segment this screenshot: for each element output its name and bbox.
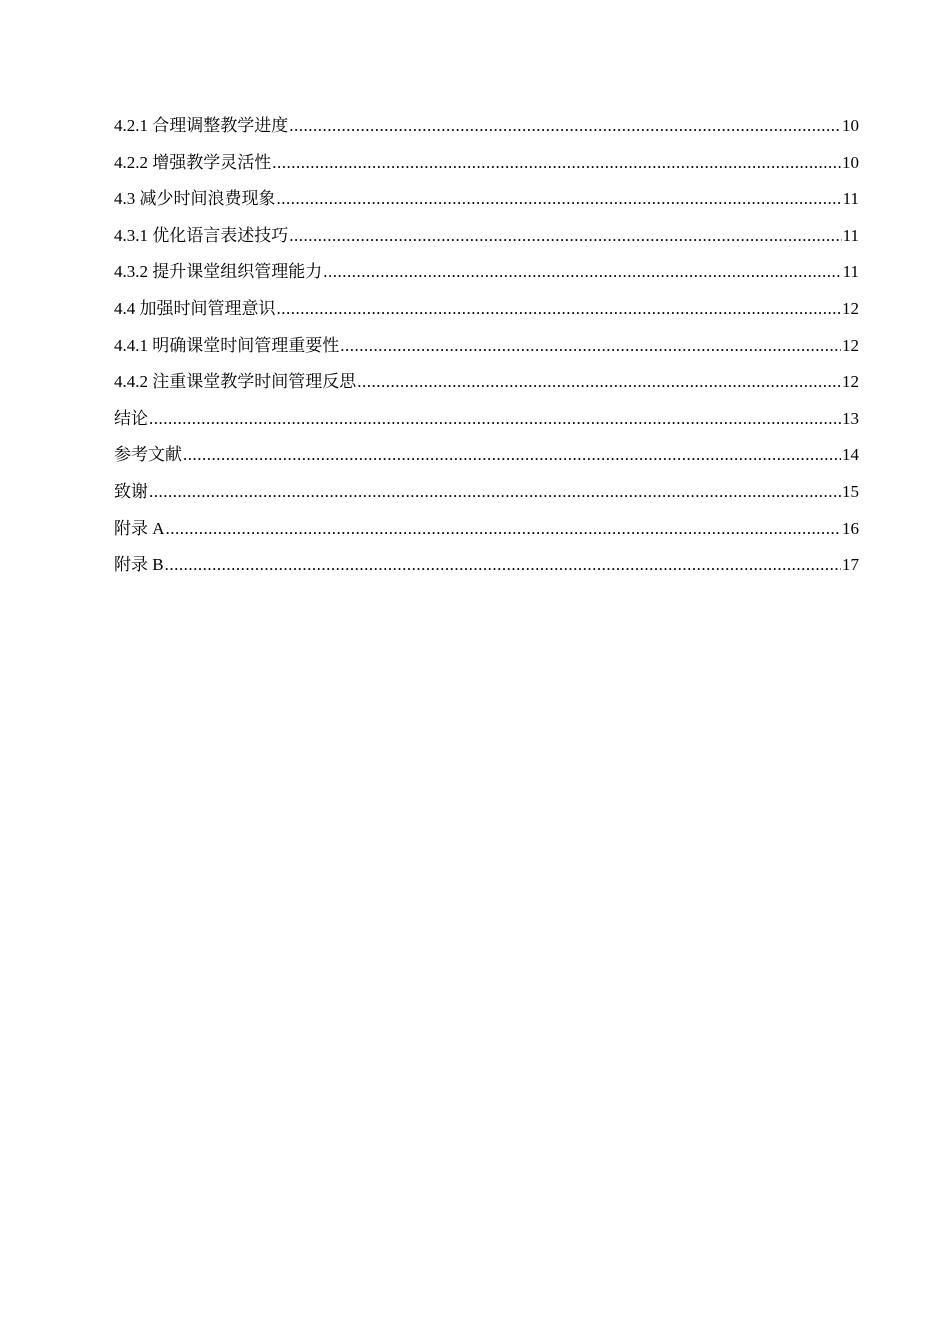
toc-page-number: 17: [842, 555, 859, 575]
toc-entry-title: 附录 A: [114, 518, 165, 538]
toc-dot-leader: [357, 364, 841, 401]
toc-dot-leader: [166, 511, 841, 548]
toc-dot-leader: [183, 437, 841, 474]
toc-entry[interactable]: [114, 145, 859, 182]
toc-entry-title: 4.3 减少时间浪费现象: [114, 189, 276, 209]
toc-dot-leader: [277, 181, 842, 218]
toc-dot-leader: [323, 254, 841, 291]
toc-entry-title: 4.4 加强时间管理意识: [114, 298, 276, 318]
toc-entry[interactable]: [114, 401, 859, 438]
toc-entry[interactable]: [114, 437, 859, 474]
toc-entry-title: 4.2.2 增强教学灵活性: [114, 152, 272, 172]
toc-page-number: 12: [842, 335, 859, 355]
toc-dot-leader: [289, 108, 841, 145]
toc-entry[interactable]: [114, 218, 859, 255]
toc-page-number: 12: [842, 372, 859, 392]
toc-dot-leader: [277, 291, 842, 328]
toc-page-number: 10: [842, 152, 859, 172]
toc-entry[interactable]: [114, 254, 859, 291]
toc-entry-title: 4.3.2 提升课堂组织管理能力: [114, 262, 323, 282]
toc-page-number: 16: [842, 518, 859, 538]
toc-entry[interactable]: [114, 108, 859, 145]
toc-dot-leader: [289, 218, 841, 255]
toc-entry[interactable]: [114, 547, 859, 584]
toc-entry[interactable]: [114, 291, 859, 328]
toc-entry[interactable]: [114, 364, 859, 401]
toc-entry-title: 4.2.1 合理调整教学进度: [114, 116, 289, 135]
toc-entry-title: 附录 B: [114, 555, 164, 575]
toc-page-number: 13: [842, 408, 859, 428]
toc-entry-title: 4.4.2 注重课堂教学时间管理反思: [114, 372, 357, 392]
toc-entry-title: 参考文献: [114, 445, 182, 465]
table-of-contents: [114, 108, 859, 584]
toc-dot-leader: [340, 328, 841, 365]
toc-dot-leader: [165, 547, 841, 584]
toc-page-number: 11: [842, 262, 859, 282]
toc-dot-leader: [149, 474, 841, 511]
toc-entry[interactable]: [114, 474, 859, 511]
toc-entry-title: 致谢: [114, 481, 148, 501]
toc-page-number: 12: [842, 298, 859, 318]
toc-dot-leader: [272, 145, 841, 182]
toc-entry[interactable]: [114, 181, 859, 218]
toc-entry[interactable]: [114, 511, 859, 548]
toc-entry-title: 结论: [114, 408, 148, 428]
toc-page-number: 11: [842, 189, 859, 209]
toc-page-number: 10: [842, 116, 859, 135]
toc-page-number: 11: [842, 225, 859, 245]
toc-dot-leader: [149, 401, 841, 438]
toc-page-number: 15: [842, 481, 859, 501]
toc-entry-title: 4.3.1 优化语言表述技巧: [114, 225, 289, 245]
toc-page-number: 14: [842, 445, 859, 465]
toc-entry-title: 4.4.1 明确课堂时间管理重要性: [114, 335, 340, 355]
toc-entry[interactable]: [114, 328, 859, 365]
